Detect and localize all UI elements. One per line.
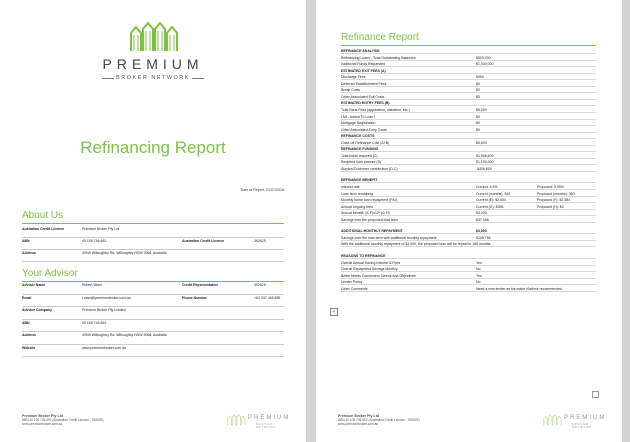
cell-a: Lender Policy (341, 280, 363, 285)
table-row (341, 166, 596, 172)
section-header-row (341, 100, 596, 106)
table-row (341, 114, 596, 120)
info-value: 392625 (254, 239, 266, 243)
footer-company: Premium Broker Pty Ltd (22, 414, 64, 418)
table-row (341, 120, 596, 126)
cell-a: Monthly home loan repayment (P&I) (341, 198, 398, 203)
table-row (341, 266, 596, 272)
row-divider (22, 344, 284, 345)
cell-a: Additional Funds Requested (341, 62, 385, 67)
cell-a: Better Meets Consumers' Needs And Objectives (341, 273, 416, 278)
cell-b: Current (months): 360 (476, 191, 511, 196)
info-label: Email (22, 295, 32, 300)
cell-b: $950 (476, 75, 484, 80)
cell-c: Proposed (H): $0 (537, 204, 564, 209)
cell-a: Other Associated Entry Costs (341, 127, 387, 132)
report-date: Date of Report: 21/07/2018 (240, 188, 284, 192)
section-header-row (341, 48, 596, 54)
footer-company-2: Premium Broker Pty Ltd (338, 414, 380, 418)
info-label: Australian Credit Licence (182, 239, 225, 243)
brand-subtitle: BROKER NETWORK (100, 75, 206, 81)
table-row (341, 217, 596, 223)
cell-b: $0 (476, 121, 480, 126)
cell-b: $3,500 (476, 229, 487, 234)
table-row (341, 191, 596, 197)
brand-name: PREMIUM (102, 56, 204, 72)
cell-a: Other Comments (341, 286, 368, 291)
info-label: Advisor Company (22, 308, 52, 312)
cell-a: ADDITIONAL MONTHLY REPAYMENT (341, 229, 403, 234)
footer-line1-2: ABN 40 105 746 692 (Australian Credit Licence - 392625) (338, 418, 420, 422)
about-rule (22, 223, 284, 224)
cell-a: Surplus/Customer contribution (D-C) (341, 166, 398, 171)
section-header-row (341, 133, 596, 139)
info-label: ABN (22, 320, 30, 325)
table-row (341, 260, 596, 266)
table-row (341, 279, 596, 285)
premium-logo-icon (128, 21, 178, 53)
info-label: Credit Representative (182, 283, 219, 287)
cell-b: No (476, 267, 481, 272)
table-row (341, 127, 596, 133)
cell-a: Break Costs (341, 88, 361, 93)
cell-b: $205,765 (476, 235, 491, 240)
table-row (341, 204, 596, 210)
section-header-row (341, 228, 596, 234)
info-value: 4/549 Willoughby Rd, Willoughby NSW 2068, Australia (82, 251, 167, 255)
cell-a: Loan term remaining (341, 191, 374, 196)
table-row (341, 140, 596, 146)
table-move-handle-icon[interactable]: + (330, 308, 338, 316)
info-value: 392625 (254, 283, 266, 287)
cell-a: Required loan amount (D) (341, 160, 382, 165)
info-value: 4/549 Willoughby Rd, Willoughby NSW 2068, Australia (82, 333, 167, 337)
cell-a: Total Bank Fees (application, valuation, etc.) (341, 107, 410, 112)
row-divider (22, 319, 284, 320)
footer-brand-sub-2: BROKER NETWORK (572, 423, 593, 429)
table-row (341, 197, 596, 203)
cell-a: Other Associated Exit Costs (341, 94, 385, 99)
cell-a: LMI - Added To Loan? (341, 114, 376, 119)
table-row (341, 235, 596, 241)
info-label: Adviser Name (22, 283, 46, 287)
report-page-1 (0, 0, 306, 442)
table-row (341, 61, 596, 67)
cell-b: $1,506,609 (476, 153, 494, 158)
footer-logo-icon (226, 414, 246, 426)
report-title: Refinancing Report (80, 138, 226, 157)
info-value: Premium Broker Pty Limited (82, 308, 126, 312)
cell-a: Annual ongoing fees (341, 204, 373, 209)
cell-b: $500,000 (476, 55, 491, 60)
cell-b: $37,068 (476, 217, 489, 222)
info-value: Robert Ward (82, 283, 102, 287)
info-label: Phone Number (182, 295, 207, 300)
cell-a: Discharge Fees (341, 75, 366, 80)
section-header-row (341, 146, 596, 152)
footer-line2-2: www.premiumbroker.com.au (338, 422, 379, 426)
table-row (341, 286, 596, 292)
info-value: +61 437 448 655 (254, 295, 281, 300)
row-divider (22, 294, 284, 295)
cell-a: Overall Repayment Savings Monthly (341, 267, 398, 272)
info-label: Address (22, 333, 37, 337)
cell-b: $6,609 (476, 140, 487, 145)
table-row (341, 184, 596, 190)
cell-a: REFINANCE FUNDING (341, 147, 379, 152)
cell-b: Current (G): $395 (476, 204, 504, 209)
table-row (341, 94, 596, 100)
footer-line2: www.premiumbroker.com.au (22, 422, 63, 426)
cell-b: $3,233 (476, 211, 487, 216)
cell-b: $5,259 (476, 107, 487, 112)
row-divider (22, 261, 284, 262)
footer-brand-sub: BROKER NETWORK (256, 423, 277, 429)
table-resize-handle-icon[interactable] (592, 391, 599, 398)
table-row (341, 210, 596, 216)
info-value: r.ward@premiumbroker.com.au (82, 295, 131, 300)
cell-b: Yes (476, 273, 482, 278)
info-value: 40 105 746 692 (82, 239, 107, 243)
refinance-report-title: Refinance Report (341, 32, 419, 43)
row-divider (22, 331, 284, 332)
table-row (341, 153, 596, 159)
row-divider (22, 306, 284, 307)
cell-a: Savings over the loan term with additional monthly repayment (341, 235, 437, 240)
footer-logo-icon-2 (542, 414, 562, 426)
cell-b: $0 (476, 94, 480, 99)
info-value: Premium Broker Pty Ltd (82, 227, 120, 231)
table-row (341, 81, 596, 87)
table-row (341, 241, 596, 247)
cell-a: Overall Annual Saving Interest & Fees (341, 260, 401, 265)
about-heading: About Us (22, 210, 64, 221)
cell-a: ESTIMATED EXIT FEES (A) (341, 68, 386, 73)
cell-b: $0 (476, 127, 480, 132)
table-row (341, 55, 596, 61)
info-label: Australian Credit Licence (22, 227, 65, 231)
cell-b: Need a new lender as his make Vladimir recommended. (476, 286, 563, 291)
cell-b: No (476, 280, 481, 285)
cell-a: REASONS TO REFINANCE (341, 253, 386, 258)
cell-b: -$406,609 (476, 166, 492, 171)
cell-a: Savings over the proposed loan term (341, 217, 399, 222)
advisor-heading: Your Advisor (22, 268, 78, 279)
cell-a: REFINANCE COSTS (341, 134, 375, 139)
advisor-rule (22, 281, 284, 282)
cell-a: REFINANCE BENEFIT (341, 178, 378, 183)
cell-a: Refinancing Loans - Total Outstanding Balances (341, 55, 416, 60)
cell-a: Deferred Establishment Fees (341, 81, 387, 86)
info-label: ABN (22, 239, 30, 243)
section-header-row (341, 253, 596, 259)
info-value: 40 105 746 692 (82, 320, 107, 325)
cell-a: Mortgage Registration (341, 121, 376, 126)
cell-a: REFINANCE ANALYSIS (341, 49, 380, 53)
cell-b: $0 (476, 114, 480, 119)
cell-a: With the additional monthly repayment of $3,500, the proposed loan will be repaid in 168 months. (341, 242, 492, 247)
cell-b: Yes (476, 260, 482, 265)
report-page-2 (316, 0, 622, 442)
row-divider (22, 249, 284, 250)
info-value: www.premiumbroker.com.au (82, 345, 127, 350)
cell-a: Total funds required (C) (341, 153, 378, 158)
info-label: Address (22, 251, 37, 255)
table-row (341, 159, 596, 165)
title-rule (341, 45, 596, 46)
cell-c: Proposed (months): 360 (537, 191, 575, 196)
section-header-row (341, 177, 596, 183)
footer-text-2 (338, 414, 420, 426)
cell-c: Proposed (F): $2,384 (537, 198, 571, 203)
cell-b: $1,100,000 (476, 160, 494, 165)
cell-a: Annual benefit: (E-F)x12+(G-H) (341, 211, 390, 216)
cell-b: Current (E): $2,654 (476, 198, 506, 203)
cell-a: Once-off Refinance Cost (A+B) (341, 140, 390, 145)
cell-b: $0 (476, 81, 480, 86)
info-label: Website (22, 345, 36, 350)
footer-line1: ABN 40 105 746 692 (Australian Credit Licence - 392625) (22, 418, 104, 422)
footer-brand-name: PREMIUM (248, 415, 291, 421)
footer-brand-name-2: PREMIUM (564, 415, 607, 421)
row-divider (22, 356, 284, 357)
row-divider (22, 237, 284, 238)
cell-b: $1,000,000 (476, 62, 494, 67)
table-row (341, 87, 596, 93)
section-header-row (341, 68, 596, 74)
footer-text (22, 414, 104, 426)
table-row (341, 273, 596, 279)
cell-a: ESTIMATED ENTRY FEES (B) (341, 101, 390, 106)
cell-a: Interest rate (341, 185, 360, 189)
cell-c: Proposed: 3.99% (537, 185, 564, 189)
table-row (341, 74, 596, 80)
cell-b: $0 (476, 88, 480, 93)
table-row (341, 107, 596, 113)
cell-b: Current: 4.9% (476, 185, 498, 189)
